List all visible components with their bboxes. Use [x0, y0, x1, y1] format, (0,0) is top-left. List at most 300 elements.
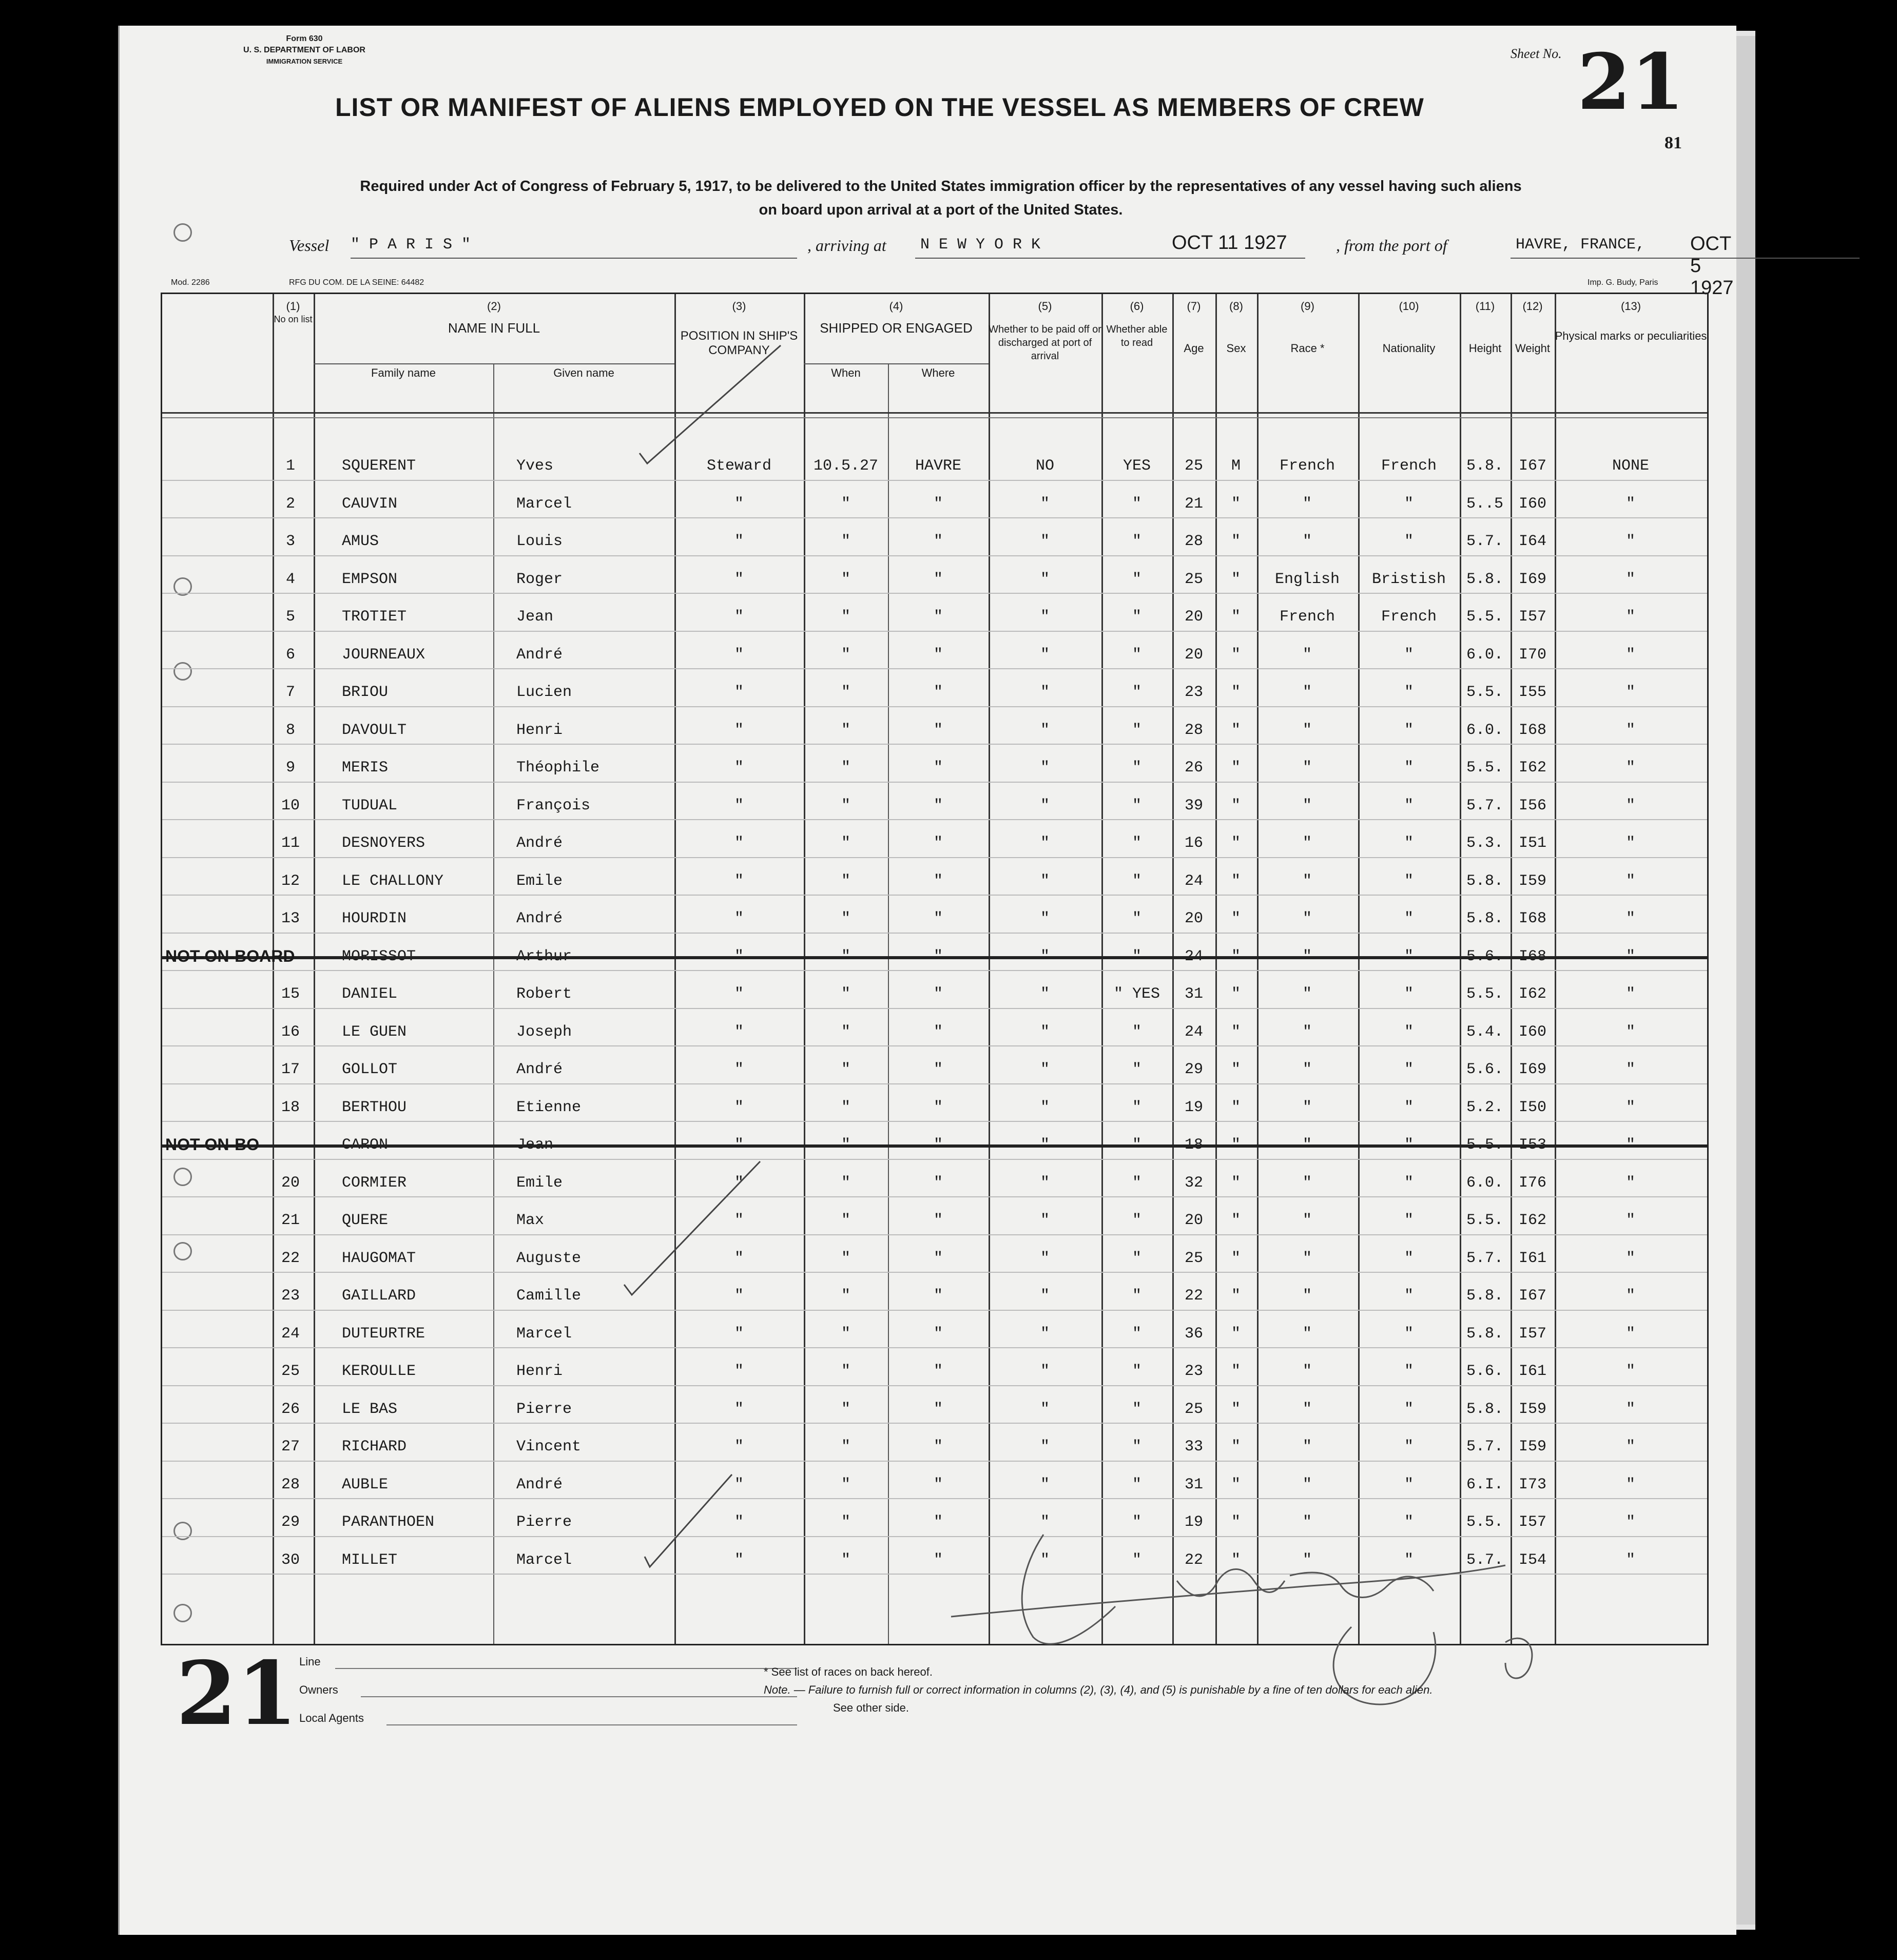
cell-family-name: HOURDIN — [342, 910, 407, 927]
cell-age: 20 — [1184, 646, 1203, 664]
cell-nationality: " — [1404, 1551, 1414, 1569]
cell-shipped-when: " — [841, 1325, 850, 1343]
cell-race: French — [1279, 608, 1335, 626]
sheet-number: 21 — [1577, 37, 1685, 127]
cell-paid-off: " — [1040, 1476, 1050, 1493]
form-department-block — [202, 33, 407, 67]
cell-height: 6.0. — [1466, 646, 1503, 664]
cell-nationality: " — [1404, 1023, 1414, 1041]
cell-age: 28 — [1184, 721, 1203, 739]
departure-date: OCT 5 1927 — [1690, 233, 1734, 299]
cell-family-name: AUBLE — [342, 1476, 389, 1493]
cell-given-name: André — [516, 910, 563, 927]
cell-shipped-when: " — [841, 1212, 850, 1229]
cell-able-to-read: " — [1132, 1212, 1141, 1229]
cell-shipped-where: " — [933, 1287, 943, 1305]
cell-shipped-when: " — [841, 646, 850, 664]
cell-physical-marks: " — [1625, 797, 1635, 814]
cell-family-name: DUTEURTRE — [342, 1325, 425, 1343]
cell-physical-marks: " — [1625, 1551, 1635, 1569]
cell-family-name: EMPSON — [342, 570, 398, 588]
cell-position: " — [734, 835, 744, 852]
cell-weight: I69 — [1518, 1061, 1546, 1078]
cell-row-number: 18 — [281, 1098, 300, 1116]
cell-row-number: 11 — [281, 835, 300, 852]
cell-able-to-read: " — [1132, 1098, 1141, 1116]
cell-physical-marks: " — [1625, 872, 1635, 890]
cell-sex: " — [1231, 1325, 1241, 1343]
cell-row-number: 28 — [281, 1476, 300, 1493]
requirement-text — [253, 174, 1629, 222]
cell-paid-off: " — [1040, 1287, 1050, 1305]
cell-given-name: Vincent — [516, 1438, 582, 1456]
cell-shipped-when: " — [841, 721, 850, 739]
service-name: IMMIGRATION SERVICE — [266, 57, 343, 65]
cell-sex: " — [1231, 608, 1241, 626]
cell-sex: " — [1231, 1249, 1241, 1267]
cell-given-name: Etienne — [516, 1098, 582, 1116]
cell-nationality: " — [1404, 1476, 1414, 1493]
printer-name: Imp. G. Budy, Paris — [1588, 278, 1658, 287]
cell-nationality: " — [1404, 721, 1414, 739]
cell-shipped-where: " — [933, 1023, 943, 1041]
cell-nationality: French — [1381, 608, 1437, 626]
cell-weight: I61 — [1518, 1363, 1546, 1380]
cell-shipped-when: " — [841, 1476, 850, 1493]
cell-nationality: Bristish — [1371, 570, 1446, 588]
cell-weight: I57 — [1518, 608, 1546, 626]
cell-height: 5.7. — [1466, 1249, 1503, 1267]
cell-physical-marks: " — [1625, 533, 1635, 550]
cell-nationality: " — [1404, 1325, 1414, 1343]
cell-race: " — [1302, 1438, 1312, 1456]
cell-shipped-when: " — [841, 533, 850, 550]
cell-position: " — [734, 533, 744, 550]
col2-family-heading: Family name — [371, 366, 436, 379]
cell-physical-marks: " — [1625, 1249, 1635, 1267]
cell-paid-off: " — [1040, 646, 1050, 664]
cell-position: " — [734, 1061, 744, 1078]
cell-able-to-read: " — [1132, 1363, 1141, 1380]
cell-family-name: GAILLARD — [342, 1287, 416, 1305]
printer-registration: RFG DU COM. DE LA SEINE: 64482 — [289, 278, 424, 287]
form-number: Form 630 — [286, 34, 323, 43]
col4-where-heading: Where — [921, 366, 955, 379]
cell-weight: I62 — [1518, 759, 1546, 777]
cell-height: 6.I. — [1466, 1476, 1503, 1493]
cell-shipped-when: " — [841, 1513, 850, 1531]
cell-shipped-where: " — [933, 495, 943, 513]
cell-nationality: " — [1404, 1363, 1414, 1380]
cell-family-name: LE CHALLONY — [342, 872, 444, 890]
cell-weight: I67 — [1518, 457, 1546, 475]
cell-shipped-where: HAVRE — [915, 457, 961, 475]
cell-nationality: " — [1404, 1287, 1414, 1305]
cell-shipped-when: " — [841, 1174, 850, 1192]
cell-nationality: " — [1404, 797, 1414, 814]
cell-position: " — [734, 570, 744, 588]
cell-shipped-where: " — [933, 910, 943, 927]
department-name: U. S. DEPARTMENT OF LABOR — [243, 46, 365, 54]
cell-given-name: Louis — [516, 533, 563, 550]
cell-row-number: 15 — [281, 985, 300, 1003]
cell-nationality: " — [1404, 985, 1414, 1003]
cell-row-number: 7 — [285, 684, 295, 701]
arrival-date: OCT 11 1927 — [1172, 232, 1287, 254]
cell-given-name: Emile — [516, 1174, 563, 1192]
cell-shipped-where: " — [933, 985, 943, 1003]
cell-sex: " — [1231, 1513, 1241, 1531]
cell-weight: I68 — [1518, 721, 1546, 739]
cell-row-number: 23 — [281, 1287, 300, 1305]
cell-nationality: " — [1404, 533, 1414, 550]
cell-shipped-where: " — [933, 1513, 943, 1531]
cell-shipped-where: " — [933, 570, 943, 588]
cell-nationality: " — [1404, 1212, 1414, 1229]
cell-shipped-when: " — [841, 1438, 850, 1456]
cell-paid-off: " — [1040, 570, 1050, 588]
cell-position: " — [734, 1363, 744, 1380]
cell-able-to-read: " — [1132, 608, 1141, 626]
cell-position: " — [734, 1287, 744, 1305]
cell-race: " — [1302, 985, 1312, 1003]
cell-sex: " — [1231, 495, 1241, 513]
cell-row-number: 9 — [285, 759, 295, 777]
cell-sex: " — [1231, 1551, 1241, 1569]
cell-age: 31 — [1184, 985, 1203, 1003]
cell-sex: " — [1231, 721, 1241, 739]
cell-age: 16 — [1184, 835, 1203, 852]
cell-height: 5.5. — [1466, 759, 1503, 777]
cell-height: 5.8. — [1466, 1287, 1503, 1305]
cell-nationality: " — [1404, 759, 1414, 777]
cell-race: " — [1302, 1174, 1312, 1192]
cell-weight: I59 — [1518, 1400, 1546, 1418]
cell-race: " — [1302, 1513, 1312, 1531]
cell-able-to-read: " — [1132, 759, 1141, 777]
cell-race: English — [1274, 570, 1340, 588]
cell-race: " — [1302, 1023, 1312, 1041]
cell-height: 5.3. — [1466, 835, 1503, 852]
not-on-board-stamp: NOT-ON-BOARD — [165, 946, 295, 965]
cell-height: 5.2. — [1466, 1098, 1503, 1116]
arriving-label: , arriving at — [807, 236, 886, 255]
cell-height: 5.5. — [1466, 608, 1503, 626]
cell-weight: I69 — [1518, 570, 1546, 588]
cell-shipped-where: " — [933, 684, 943, 701]
cell-sex: " — [1231, 797, 1241, 814]
cell-sex: " — [1231, 1212, 1241, 1229]
cell-shipped-when: " — [841, 1363, 850, 1380]
cell-shipped-when: " — [841, 797, 850, 814]
cell-physical-marks: " — [1625, 759, 1635, 777]
cell-family-name: DANIEL — [342, 985, 398, 1003]
cell-row-number: 17 — [281, 1061, 300, 1078]
cell-height: 5.4. — [1466, 1023, 1503, 1041]
cell-able-to-read: " — [1132, 1174, 1141, 1192]
cell-paid-off: " — [1040, 684, 1050, 701]
cell-position: " — [734, 1023, 744, 1041]
cell-age: 31 — [1184, 1476, 1203, 1493]
cell-weight: I57 — [1518, 1513, 1546, 1531]
cell-weight: I64 — [1518, 533, 1546, 550]
cell-physical-marks: " — [1625, 910, 1635, 927]
cell-able-to-read: " — [1132, 1551, 1141, 1569]
cell-race: " — [1302, 646, 1312, 664]
cell-weight: I68 — [1518, 910, 1546, 927]
cell-family-name: CORMIER — [342, 1174, 407, 1192]
cell-family-name: AMUS — [342, 533, 379, 550]
cell-shipped-when: " — [841, 910, 850, 927]
cell-race: " — [1302, 1061, 1312, 1078]
cell-paid-off: " — [1040, 533, 1050, 550]
cell-family-name: DESNOYERS — [342, 835, 425, 852]
cell-weight: I76 — [1518, 1174, 1546, 1192]
cell-able-to-read: " — [1132, 910, 1141, 927]
cell-family-name: TUDUAL — [342, 797, 398, 814]
stamp-number: 21 — [176, 1642, 298, 1745]
cell-paid-off: " — [1040, 721, 1050, 739]
sheet-label: Sheet No. — [1511, 46, 1562, 61]
cell-sex: " — [1231, 1363, 1241, 1380]
cell-physical-marks: " — [1625, 1476, 1635, 1493]
col1-heading: (1) No on list — [274, 300, 313, 324]
cell-nationality: " — [1404, 1098, 1414, 1116]
cell-family-name: CAUVIN — [342, 495, 398, 513]
cell-physical-marks: " — [1625, 1363, 1635, 1380]
local-agents-label: Local Agents — [299, 1712, 364, 1724]
cell-given-name: Henri — [516, 721, 563, 739]
cell-shipped-where: " — [933, 1363, 943, 1380]
cell-row-number: 25 — [281, 1363, 300, 1380]
cell-race: " — [1302, 759, 1312, 777]
cell-able-to-read: " — [1132, 835, 1141, 852]
cell-given-name: Lucien — [516, 684, 572, 701]
cell-able-to-read: " — [1132, 1249, 1141, 1267]
cell-row-number: 26 — [281, 1400, 300, 1418]
cell-height: 6.0. — [1466, 1174, 1503, 1192]
cell-height: 5.8. — [1466, 1400, 1503, 1418]
cell-paid-off: " — [1040, 1174, 1050, 1192]
col2-given-heading: Given name — [553, 366, 614, 379]
cell-nationality: " — [1404, 1438, 1414, 1456]
cell-shipped-where: " — [933, 797, 943, 814]
cell-sex: " — [1231, 759, 1241, 777]
cell-able-to-read: " YES — [1113, 985, 1160, 1003]
cell-race: " — [1302, 684, 1312, 701]
cell-row-number: 12 — [281, 872, 300, 890]
cell-nationality: " — [1404, 872, 1414, 890]
cell-given-name: François — [516, 797, 591, 814]
cell-weight: I67 — [1518, 1287, 1546, 1305]
cell-family-name: GOLLOT — [342, 1061, 398, 1078]
cell-sex: " — [1231, 1476, 1241, 1493]
cell-given-name: Joseph — [516, 1023, 572, 1041]
cell-race: " — [1302, 1551, 1312, 1569]
cell-nationality: French — [1381, 457, 1437, 475]
cell-weight: I54 — [1518, 1551, 1546, 1569]
cell-family-name: LE GUEN — [342, 1023, 407, 1041]
cell-physical-marks: " — [1625, 985, 1635, 1003]
cell-nationality: " — [1404, 1513, 1414, 1531]
cell-paid-off: NO — [1035, 457, 1054, 475]
cell-paid-off: " — [1040, 1363, 1050, 1380]
cell-race: " — [1302, 533, 1312, 550]
cell-height: 5.8. — [1466, 457, 1503, 475]
cell-sex: " — [1231, 570, 1241, 588]
col11-heading: (11) Height — [1468, 300, 1502, 355]
cell-height: 5.7. — [1466, 1551, 1503, 1569]
col3-heading: (3) POSITION IN SHIP'S COMPANY — [680, 300, 798, 357]
cell-height: 6.0. — [1466, 721, 1503, 739]
cell-age: 21 — [1184, 495, 1203, 513]
cell-shipped-where: " — [933, 1476, 943, 1493]
cell-nationality: " — [1404, 1249, 1414, 1267]
cell-given-name: Robert — [516, 985, 572, 1003]
cell-age: 39 — [1184, 797, 1203, 814]
cell-row-number: 27 — [281, 1438, 300, 1456]
cell-physical-marks: " — [1625, 684, 1635, 701]
cell-paid-off: " — [1040, 910, 1050, 927]
cell-shipped-where: " — [933, 1551, 943, 1569]
cell-sex: " — [1231, 1023, 1241, 1041]
cell-paid-off: " — [1040, 1400, 1050, 1418]
cell-race: " — [1302, 1212, 1312, 1229]
cell-age: 32 — [1184, 1174, 1203, 1192]
cell-age: 19 — [1184, 1098, 1203, 1116]
cell-row-number: 22 — [281, 1249, 300, 1267]
cell-paid-off: " — [1040, 1212, 1050, 1229]
see-other-side: See other side. — [833, 1701, 909, 1714]
cell-row-number: 24 — [281, 1325, 300, 1343]
cell-physical-marks: " — [1625, 1212, 1635, 1229]
cell-age: 20 — [1184, 910, 1203, 927]
cell-race: " — [1302, 1325, 1312, 1343]
cell-position: " — [734, 1400, 744, 1418]
cell-position: " — [734, 1174, 744, 1192]
cell-shipped-when: " — [841, 1249, 850, 1267]
cell-age: 19 — [1184, 1513, 1203, 1531]
cell-given-name: Jean — [516, 608, 554, 626]
cell-age: 33 — [1184, 1438, 1203, 1456]
cell-age: 23 — [1184, 684, 1203, 701]
cell-height: 5..5 — [1466, 495, 1503, 513]
cell-physical-marks: " — [1625, 1061, 1635, 1078]
cell-physical-marks: " — [1625, 1098, 1635, 1116]
col9-heading: (9) Race * — [1290, 300, 1325, 355]
cell-shipped-where: " — [933, 1098, 943, 1116]
cell-row-number: 13 — [281, 910, 300, 927]
cell-nationality: " — [1404, 1061, 1414, 1078]
cell-paid-off: " — [1040, 1061, 1050, 1078]
cell-shipped-where: " — [933, 646, 943, 664]
cell-sex: " — [1231, 684, 1241, 701]
cell-paid-off: " — [1040, 1551, 1050, 1569]
cell-age: 24 — [1184, 1023, 1203, 1041]
cell-row-number: 10 — [281, 797, 300, 814]
cell-sex: " — [1231, 533, 1241, 550]
cell-weight: I62 — [1518, 1212, 1546, 1229]
cell-sex: " — [1231, 1098, 1241, 1116]
cell-given-name: Théophile — [516, 759, 600, 777]
cell-able-to-read: " — [1132, 495, 1141, 513]
penalty-note: Note. — Failure to furnish full or correct information in columns (2), (3), (4), and (5) is punishable by a fine of ten dollars for each alien. — [764, 1683, 1433, 1696]
cell-shipped-where: " — [933, 608, 943, 626]
cell-position: " — [734, 797, 744, 814]
cell-physical-marks: " — [1625, 608, 1635, 626]
manifest-page — [118, 26, 1736, 1935]
cell-nationality: " — [1404, 646, 1414, 664]
cell-shipped-when: " — [841, 1098, 850, 1116]
cell-race: " — [1302, 797, 1312, 814]
cell-age: 23 — [1184, 1363, 1203, 1380]
cell-shipped-when: 10.5.27 — [813, 457, 879, 475]
cell-physical-marks: " — [1625, 1513, 1635, 1531]
cell-given-name: André — [516, 835, 563, 852]
cell-race: " — [1302, 721, 1312, 739]
cell-age: 25 — [1184, 1400, 1203, 1418]
cell-age: 25 — [1184, 457, 1203, 475]
cell-given-name: Marcel — [516, 495, 572, 513]
cell-paid-off: " — [1040, 1249, 1050, 1267]
cell-given-name: Roger — [516, 570, 563, 588]
cell-race: " — [1302, 1476, 1312, 1493]
cell-given-name: Marcel — [516, 1325, 572, 1343]
cell-given-name: Pierre — [516, 1400, 572, 1418]
cell-weight: I70 — [1518, 646, 1546, 664]
cell-paid-off: " — [1040, 835, 1050, 852]
cell-able-to-read: " — [1132, 1287, 1141, 1305]
cell-physical-marks: " — [1625, 1023, 1635, 1041]
cell-family-name: PARANTHOEN — [342, 1513, 435, 1531]
cell-shipped-when: " — [841, 1287, 850, 1305]
cell-position: " — [734, 1249, 744, 1267]
cell-row-number: 21 — [281, 1212, 300, 1229]
cell-family-name: KEROULLE — [342, 1363, 416, 1380]
cell-race: " — [1302, 835, 1312, 852]
col12-heading: (12) Weight — [1515, 300, 1551, 355]
cell-nationality: " — [1404, 910, 1414, 927]
cell-height: 5.7. — [1466, 797, 1503, 814]
cell-family-name: SQUERENT — [342, 457, 416, 475]
arrival-port: N E W Y O R K — [920, 236, 1041, 254]
cell-paid-off: " — [1040, 1023, 1050, 1041]
cell-height: 5.7. — [1466, 533, 1503, 550]
cell-weight: I51 — [1518, 835, 1546, 852]
cell-able-to-read: YES — [1122, 457, 1151, 475]
cell-race: " — [1302, 872, 1312, 890]
cell-position: " — [734, 1476, 744, 1493]
cell-height: 5.5. — [1466, 1513, 1503, 1531]
cell-physical-marks: " — [1625, 1438, 1635, 1456]
cell-age: 25 — [1184, 570, 1203, 588]
cell-paid-off: " — [1040, 759, 1050, 777]
cell-given-name: Camille — [516, 1287, 582, 1305]
cell-position: Steward — [706, 457, 772, 475]
not-on-board-stamp: NOT-ON-BO — [165, 1135, 260, 1154]
cell-position: " — [734, 1325, 744, 1343]
cell-weight: I62 — [1518, 985, 1546, 1003]
cell-able-to-read: " — [1132, 721, 1141, 739]
cell-weight: I57 — [1518, 1325, 1546, 1343]
cell-given-name: Yves — [516, 457, 554, 475]
cell-weight: I61 — [1518, 1249, 1546, 1267]
cell-physical-marks: " — [1625, 495, 1635, 513]
cell-family-name: MERIS — [342, 759, 389, 777]
cell-shipped-when: " — [841, 985, 850, 1003]
cell-sex: " — [1231, 910, 1241, 927]
cell-weight: I73 — [1518, 1476, 1546, 1493]
